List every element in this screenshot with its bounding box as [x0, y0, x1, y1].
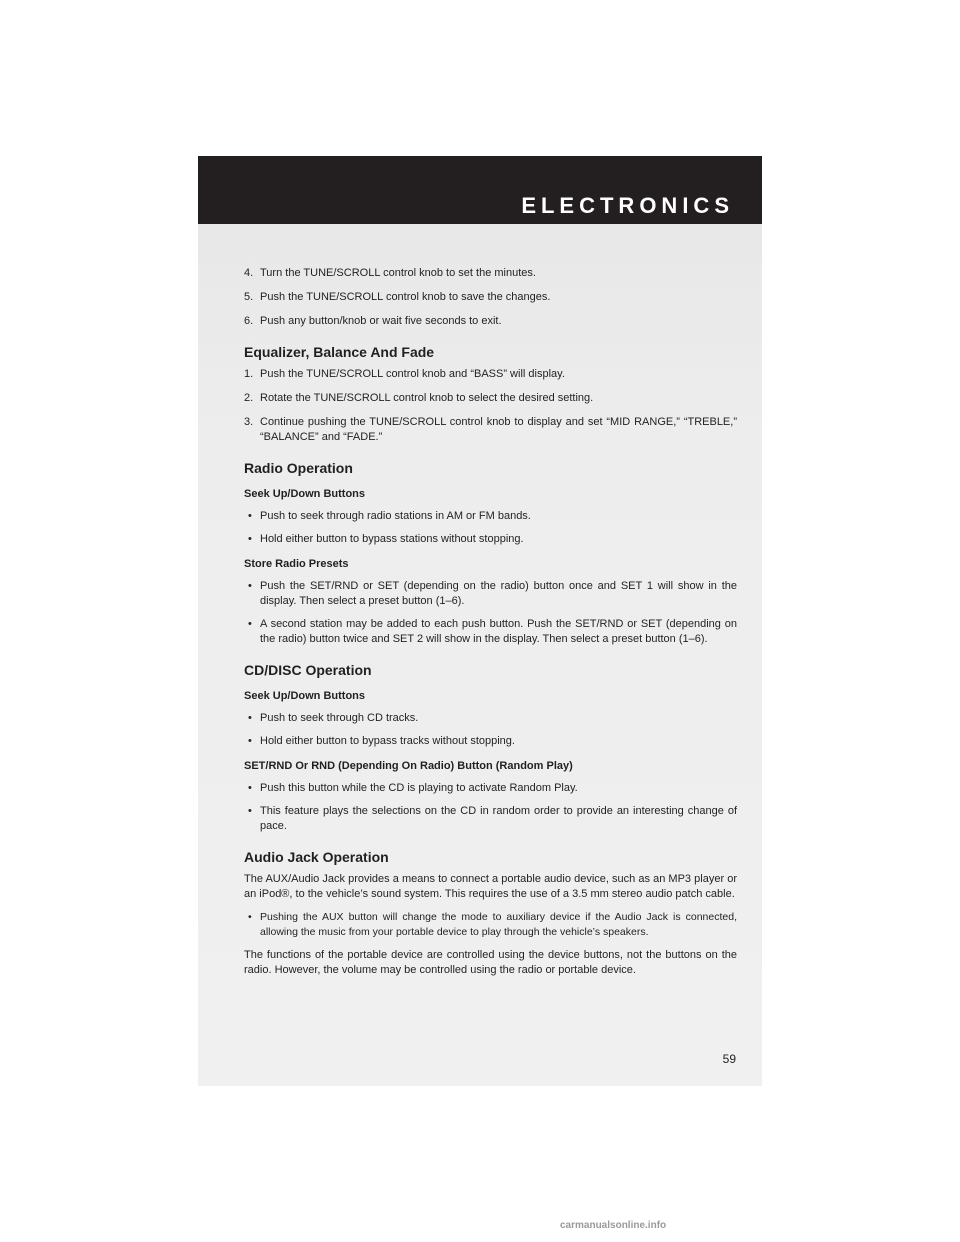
step-item: 1. Push the TUNE/SCROLL control knob and “BASS” will display.: [244, 368, 565, 380]
equalizer-heading: Equalizer, Balance And Fade: [244, 344, 435, 360]
step-item: 4. Turn the TUNE/SCROLL control knob to set the minutes.: [244, 267, 536, 279]
list-item: • This feature plays the selections on the CD in random order to provide an interesting change of pace.: [248, 805, 737, 832]
bullet-icon: •: [248, 911, 252, 923]
list-item: • Pushing the AUX button will change the mode to auxiliary device if the Audio Jack is connected, allowing the music from your portable device to play through the vehicle’s speakers.: [248, 911, 737, 938]
random-play-heading: SET/RND Or RND (Depending On Radio) Button (Random Play): [244, 760, 573, 772]
manual-page: [198, 156, 762, 1086]
radio-seek-heading: Seek Up/Down Buttons: [244, 488, 366, 500]
step-item: 5. Push the TUNE/SCROLL control knob to save the changes.: [244, 291, 551, 303]
bullet-icon: •: [248, 712, 252, 724]
audio-jack-heading: Audio Jack Operation: [244, 849, 389, 865]
list-item: • Hold either button to bypass stations without stopping.: [248, 533, 524, 545]
bullet-icon: •: [248, 618, 252, 630]
store-presets-heading: Store Radio Presets: [244, 558, 349, 570]
section-header-bar: [198, 156, 762, 224]
list-item: • Push to seek through CD tracks.: [248, 712, 419, 724]
step-item: 2. Rotate the TUNE/SCROLL control knob to select the desired setting.: [244, 392, 594, 404]
radio-heading: Radio Operation: [244, 460, 353, 476]
list-item: • Hold either button to bypass tracks without stopping.: [248, 735, 515, 747]
cd-seek-heading: Seek Up/Down Buttons: [244, 690, 366, 702]
bullet-icon: •: [248, 735, 252, 747]
bullet-icon: •: [248, 580, 252, 592]
cd-heading: CD/DISC Operation: [244, 662, 372, 678]
list-item: • Push to seek through radio stations in AM or FM bands.: [248, 510, 531, 522]
bullet-icon: •: [248, 510, 252, 522]
watermark: carmanualsonline.info: [560, 1220, 667, 1231]
audio-jack-paragraph: The AUX/Audio Jack provides a means to connect a portable audio device, such as an MP3 player or an iPod®, to the vehicle’s sound system. This requires the use of a 3.5 mm stereo audio patch cable.: [244, 873, 737, 900]
bullet-icon: •: [248, 805, 252, 817]
page-number: 59: [722, 1052, 736, 1066]
audio-jack-paragraph-2: The functions of the portable device are controlled using the device buttons, not the buttons on the radio. However, the volume may be controlled using the radio or portable device.: [244, 949, 737, 976]
bullet-icon: •: [248, 533, 252, 545]
section-title: ELECTRONICS: [521, 193, 734, 218]
step-item: 6. Push any button/knob or wait five seconds to exit.: [244, 315, 502, 327]
bullet-icon: •: [248, 782, 252, 794]
step-item: 3. Continue pushing the TUNE/SCROLL control knob to display and set “MID RANGE,” “TREBLE,” “BALANCE” and “FADE.”: [244, 416, 737, 443]
list-item: • Push this button while the CD is playing to activate Random Play.: [248, 782, 578, 794]
list-item: • Push the SET/RND or SET (depending on the radio) button once and SET 1 will show in the display. Then select a preset button (1–6).: [248, 580, 737, 607]
list-item: • A second station may be added to each push button. Push the SET/RND or SET (depending on the radio) button twice and SET 2 will show in the display. Then select a preset button (1–6).: [248, 618, 737, 645]
page-content: [244, 266, 737, 986]
